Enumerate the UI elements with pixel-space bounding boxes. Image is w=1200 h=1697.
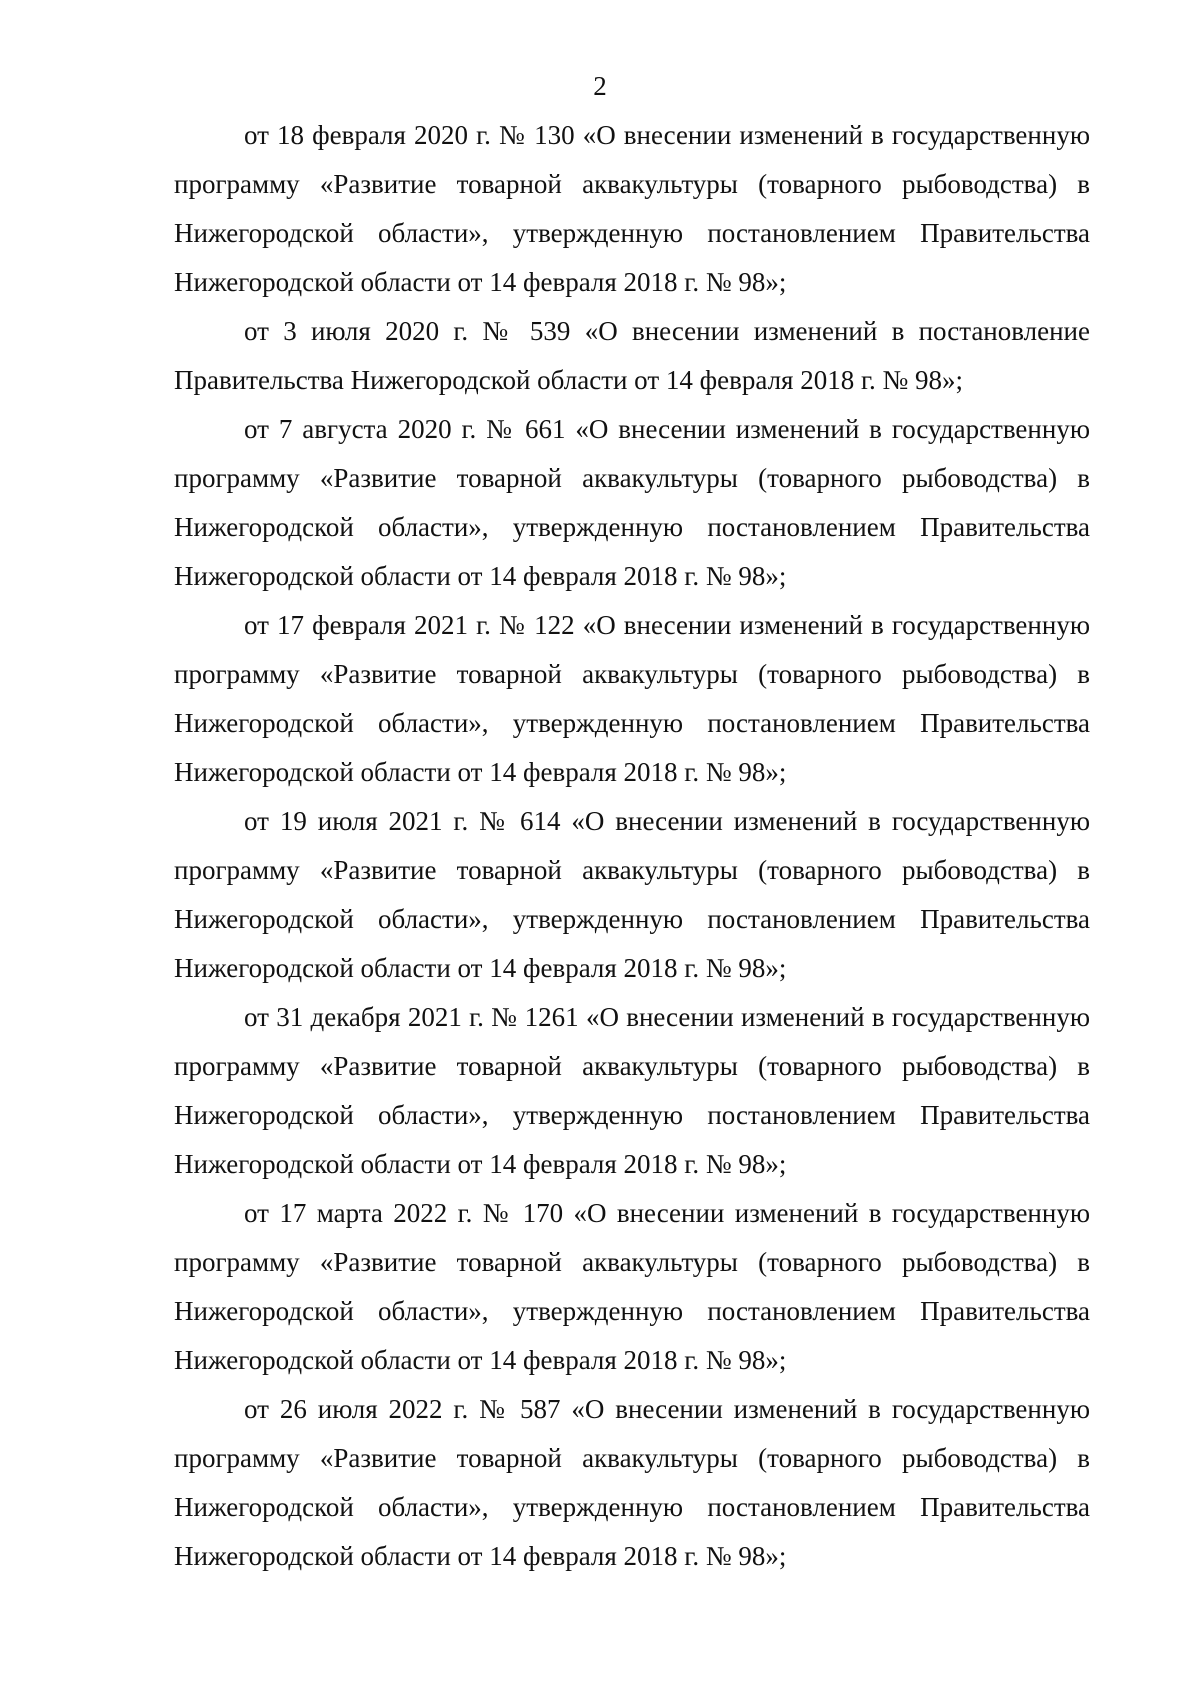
amendment-paragraph: от 18 февраля 2020 г. № 130 «О внесении изменений в государственную программу «Развитие товарной аквакультуры (товарного рыбоводства) в Нижегородской области», утвержденную постановлением Правительства Нижегородской области от 14 февраля 2018 г. № 98»; xyxy=(174,120,1090,297)
amendment-paragraph: от 31 декабря 2021 г. № 1261 «О внесении изменений в государственную программу «Развитие товарной аквакультуры (товарного рыбоводства) в Нижегородской области», утвержденную постановлением Правительства Нижегородской области от 14 февраля 2018 г. № 98»; xyxy=(174,1002,1090,1179)
amendment-paragraph: от 17 марта 2022 г. № 170 «О внесении изменений в государственную программу «Развитие товарной аквакультуры (товарного рыбоводства) в Нижегородской области», утвержденную постановлением Правительства Нижегородской области от 14 февраля 2018 г. № 98»; xyxy=(174,1198,1090,1375)
amendment-paragraph: от 17 февраля 2021 г. № 122 «О внесении изменений в государственную программу «Развитие товарной аквакультуры (товарного рыбоводства) в Нижегородской области», утвержденную постановлением Правительства Нижегородской области от 14 февраля 2018 г. № 98»; xyxy=(174,610,1090,787)
document-body xyxy=(174,111,1090,1581)
amendment-paragraph: от 3 июля 2020 г. № 539 «О внесении изменений в постановление Правительства Нижегородской области от 14 февраля 2018 г. № 98»; xyxy=(174,316,1090,395)
page-number: 2 xyxy=(593,71,607,101)
amendment-paragraph: от 19 июля 2021 г. № 614 «О внесении изменений в государственную программу «Развитие товарной аквакультуры (товарного рыбоводства) в Нижегородской области», утвержденную постановлением Правительства Нижегородской области от 14 февраля 2018 г. № 98»; xyxy=(174,806,1090,983)
amendment-paragraph: от 26 июля 2022 г. № 587 «О внесении изменений в государственную программу «Развитие товарной аквакультуры (товарного рыбоводства) в Нижегородской области», утвержденную постановлением Правительства Нижегородской области от 14 февраля 2018 г. № 98»; xyxy=(174,1394,1090,1571)
amendment-paragraph: от 7 августа 2020 г. № 661 «О внесении изменений в государственную программу «Развитие товарной аквакультуры (товарного рыбоводства) в Нижегородской области», утвержденную постановлением Правительства Нижегородской области от 14 февраля 2018 г. № 98»; xyxy=(174,414,1090,591)
